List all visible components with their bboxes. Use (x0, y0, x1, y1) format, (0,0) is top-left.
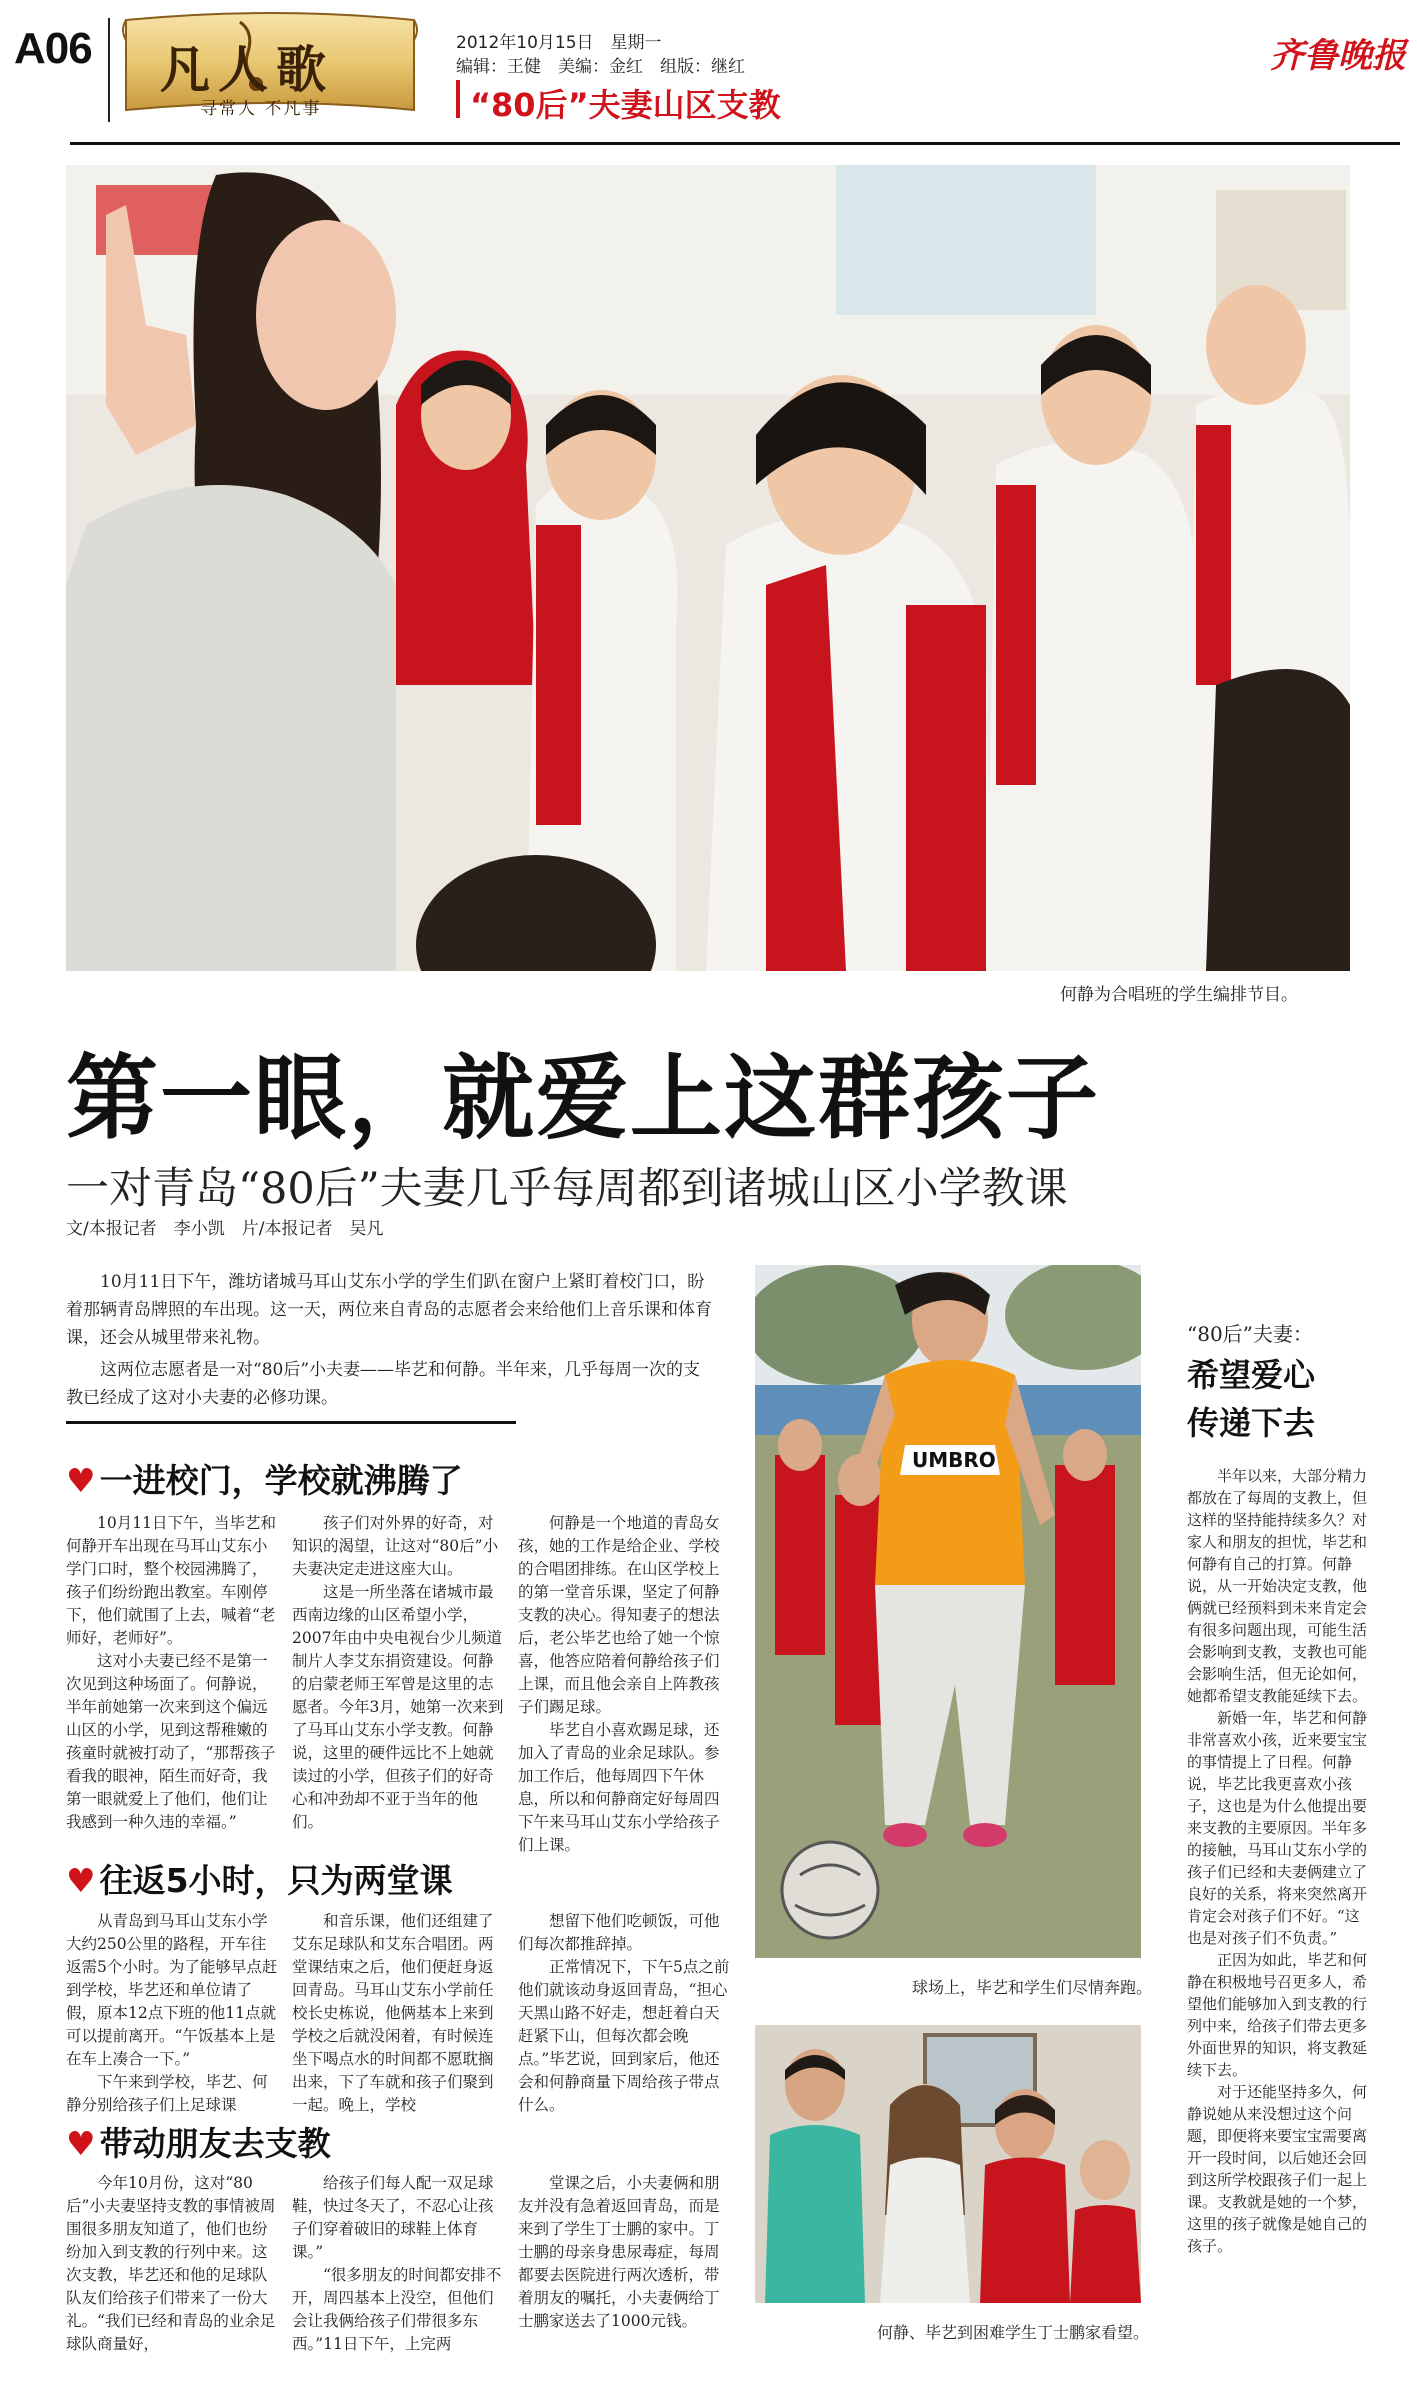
lead-rule (66, 1421, 516, 1424)
paragraph: 想留下他们吃顿饭，可他们每次都推辞掉。 (518, 1912, 720, 1953)
issue-date: 2012年10月15日 星期一 (456, 33, 662, 53)
football-field-photo-icon (755, 1265, 1141, 1958)
text-column (66, 1512, 281, 1834)
sidebar-kicker: “80后”夫妻： (1187, 1322, 1313, 1346)
sidebar-title: 传递下去 (1187, 1404, 1316, 1442)
section-heading (66, 2118, 331, 2165)
paragraph: 正常情况下，下午5点之前他们就该动身返回青岛，“担心天黑山路不好走，想赶着白天赶紧下山，但每次都会晚点。”毕艺说，回到家后，他还会和何静商量下周给孩子带点什么。 (518, 1958, 730, 2114)
paragraph: 孩子们对外界的好奇，对知识的渴望，让这对“80后”小夫妻决定走进这座大山。 (292, 1514, 499, 1578)
header-separator (108, 18, 110, 122)
paragraph: 新婚一年，毕艺和何静非常喜欢小孩，近来要宝宝的事情提上了日程。何静说，毕艺比我更喜欢小孩子，这也是为什么他提出要来支教的主要原因。半年多的接触，马耳山艾东小学的孩子们已经和夫妻俩建立了良好的关系，将来突然离开肯定会对孩子们不好。“这也是对孩子们不负责。” (1187, 1709, 1368, 1947)
football-photo-caption: 球场上，毕艺和学生们尽情奔跑。 (912, 1978, 1153, 1997)
paragraph: 下午来到学校，毕艺、何静分别给孩子们上足球课 (66, 2073, 268, 2114)
column-logo-text: 凡人歌 (160, 40, 334, 99)
article-subhead: 一对青岛“80后”夫妻几乎每周都到诸城山区小学教课 (66, 1164, 1068, 1214)
paragraph: 这对小夫妻已经不是第一次见到这种场面了。何静说，半年前她第一次来到这个偏远山区的小学，见到这帮稚嫩的孩童时就被打动了，“那帮孩子看我的眼神，陌生而好奇，我第一眼就爱上了他们，他们让我感到一种久违的幸福。” (66, 1652, 276, 1831)
text-column (66, 1910, 281, 2117)
umbro-logo: UMBRO (912, 1448, 996, 1472)
section-heading (66, 1455, 463, 1502)
page-topic-title: “80后”夫妻山区支教 (470, 86, 781, 124)
heart-icon: ♥ (66, 1861, 96, 1900)
article-headline: 第一眼，就爱上这群孩子 (66, 1045, 1101, 1152)
home-visit-photo-caption: 何静、毕艺到困难学生丁士鹏家看望。 (877, 2323, 1150, 2342)
text-column (518, 1910, 733, 2117)
text-column (292, 1512, 507, 1834)
heart-icon: ♥ (66, 1461, 96, 1500)
paragraph: 何静是一个地道的青岛女孩，她的工作是给企业、学校的合唱团排练。在山区学校上的第一堂音乐课，坚定了何静支教的决心。得知妻子的想法后，老公毕艺也给了她一个惊喜，他答应陪着何静给孩子们上课，而且他会亲自上阵教孩子们踢足球。 (518, 1514, 720, 1716)
paragraph: “很多朋友的时间都安排不开，周四基本上没空，但他们会让我俩给孩子们带很多东西。”11日下午，上完两 (292, 2266, 502, 2353)
page-number: A06 (14, 24, 92, 73)
text-column (292, 2172, 507, 2356)
paragraph: 和音乐课，他们还组建了艾东足球队和艾东合唱团。两堂课结束之后，他们便赶身返回青岛。马耳山艾东小学前任校长史栋说，他俩基本上来到学校之后就没闲着，有时候连坐下喝点水的时间都不愿耽搁出来，下了车就和孩子们聚到一起。晚上，学校 (292, 1912, 494, 2114)
home-visit-photo-icon (755, 2025, 1141, 2303)
main-photo (66, 165, 1350, 971)
paragraph: 半年以来，大部分精力都放在了每周的支教上，但这样的坚持能持续多久？对家人和朋友的担忧，毕艺和何静有自己的打算。何静说，从一开始决定支教，他俩就已经预料到未来肯定会有很多问题出现，可能生活会影响到支教，支教也可能会影响生活，但无论如何，她都希望支教能延续下去。 (1187, 1467, 1368, 1705)
lead-paragraph: 这两位志愿者是一对“80后”小夫妻——毕艺和何静。半年来，几乎每周一次的支教已经成了这对小夫妻的必修功课。 (66, 1360, 701, 1408)
football-photo (755, 1265, 1141, 1958)
text-column (66, 2172, 281, 2356)
heart-icon: ♥ (66, 2124, 96, 2163)
home-visit-photo (755, 2025, 1141, 2303)
text-column (292, 1910, 507, 2117)
classroom-photo-icon (66, 165, 1350, 971)
main-photo-caption: 何静为合唱班的学生编排节目。 (1060, 985, 1298, 1005)
sidebar-title: 希望爱心 (1187, 1356, 1316, 1394)
paragraph: 正因为如此，毕艺和何静在积极地号召更多人，希望他们能够加入到支教的行列中来，给孩子们带去更多外面世界的知识，将支教延续下去。 (1187, 1951, 1368, 2079)
paragraph: 今年10月份，这对“80后”小夫妻坚持支教的事情被周围很多朋友知道了，他们也纷纷加入到支教的行列中来。这次支教，毕艺还和他的足球队队友们给孩子们带来了一份大礼。“我们已经和青岛的业余足球队商量好， (66, 2174, 276, 2353)
title-accent-bar (456, 80, 460, 118)
article-byline: 文/本报记者 李小凯 片/本报记者 吴凡 (66, 1219, 384, 1239)
staff-credits: 编辑：王健 美编：金红 组版：继红 (456, 57, 745, 77)
paragraph: 从青岛到马耳山艾东小学大约250公里的路程，开车往返需5个小时。为了能够早点赶到学校，毕艺还和单位请了假，原本12点下班的他11点就可以提前离开。“午饭基本上是在车上凑合一下。” (66, 1912, 278, 2068)
paragraph: 这是一所坐落在诸城市最西南边缘的山区希望小学，2007年由中央电视台少儿频道制片人李艾东捐资建设。何静的启蒙老师王军曾是这里的志愿者。今年3月，她第一次来到了马耳山艾东小学支教。何静说，这里的硬件远比不上她就读过的小学，但孩子们的好奇心和冲劲却不亚于当年的他们。 (292, 1583, 504, 1831)
section-title: 一进校门，学校就沸腾了 (99, 1461, 463, 1500)
paragraph: 10月11日下午，当毕艺和何静开车出现在马耳山艾东小学门口时，整个校园沸腾了，孩子们纷纷跑出教室。车刚停下，他们就围了上去，喊着“老师好，老师好”。 (66, 1514, 276, 1647)
section-title: 往返5小时，只为两堂课 (99, 1861, 453, 1900)
paragraph: 对于还能坚持多久，何静说她从来没想过这个问题，即便将来要宝宝需要离开一段时间，以后她还会回到这所学校跟孩子们一起上课。支教就是她的一个梦，这里的孩子就像是她自己的孩子。 (1187, 2083, 1368, 2255)
paragraph: 堂课之后，小夫妻俩和朋友并没有急着返回青岛，而是来到了学生丁士鹏的家中。丁士鹏的母亲身患尿毒症，每周都要去医院进行两次透析，带着朋友的嘱托，小夫妻俩给丁士鹏家送去了1000元钱。 (518, 2174, 720, 2330)
newspaper-logo: 齐鲁晚报 (1270, 36, 1406, 76)
lead-paragraph: 10月11日下午，潍坊诸城马耳山艾东小学的学生们趴在窗户上紧盯着校门口，盼着那辆青岛牌照的车出现。这一天，两位来自青岛的志愿者会来给他们上音乐课和体育课，还会从城里带来礼物。 (66, 1272, 712, 1348)
paragraph: 给孩子们每人配一双足球鞋，快过冬天了，不忍心让孩子们穿着破旧的球鞋上体育课。” (292, 2174, 494, 2261)
section-heading (66, 1855, 453, 1902)
column-slogan: 寻常人 不凡事 (200, 99, 322, 119)
text-column (518, 1512, 733, 1857)
section-title: 带动朋友去支教 (99, 2124, 331, 2163)
paragraph: 毕艺自小喜欢踢足球，还加入了青岛的业余足球队。参加工作后，他每周四下午休息，所以和何静商定好每周四下午来马耳山艾东小学给孩子们上课。 (518, 1721, 720, 1854)
text-column (518, 2172, 733, 2333)
sidebar-text (1187, 1465, 1367, 2257)
header-rule (70, 142, 1400, 145)
